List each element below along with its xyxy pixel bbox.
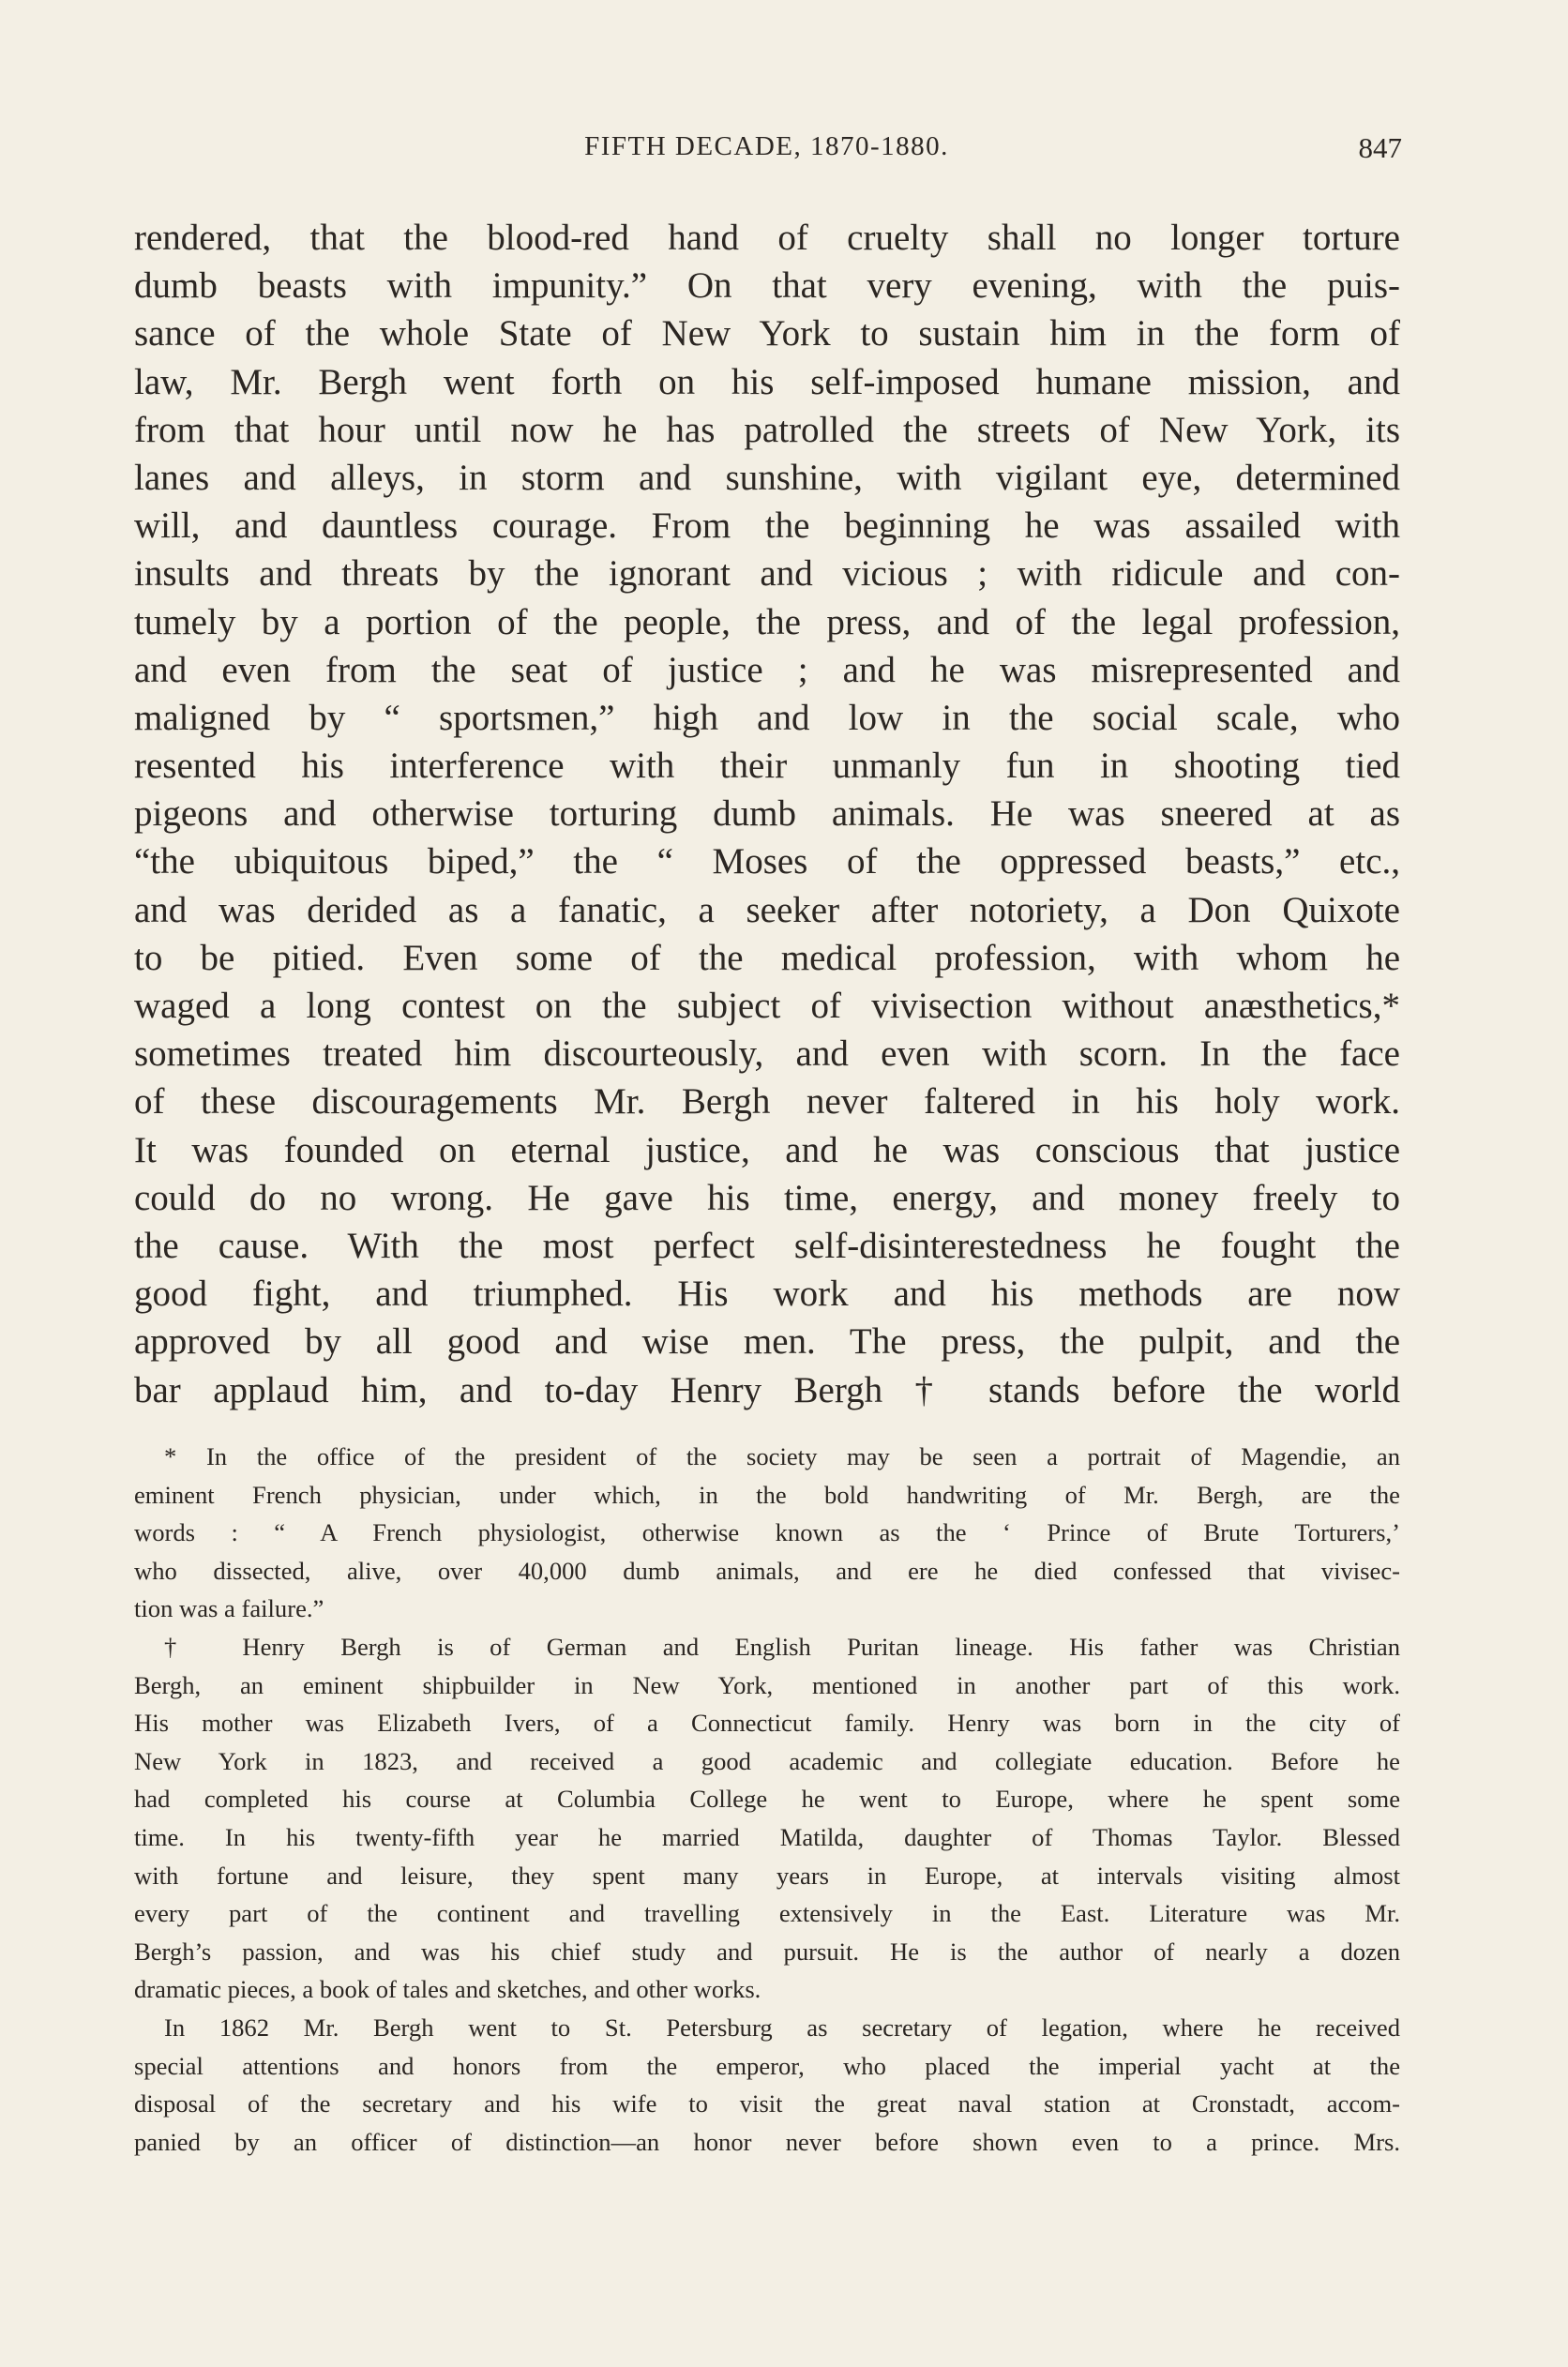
footnote-line: His mother was Elizabeth Ivers, of a Connecticut family. Henry was born in the city of — [134, 1709, 1400, 1738]
body-line: maligned by “ sportsmen,” high and low in the social scale, who — [134, 697, 1400, 738]
running-title: FIFTH DECADE, 1870-1880. — [584, 131, 949, 161]
body-line: lanes and alleys, in storm and sunshine, with vigilant eye, determined — [134, 457, 1400, 498]
page-number: 847 — [1358, 131, 1402, 164]
running-head — [131, 131, 1402, 169]
body-line: could do no wrong. He gave his time, energy, and money freely to — [134, 1177, 1400, 1218]
footnote-line: panied by an officer of distinction—an honor never before shown even to a prince. Mrs. — [134, 2127, 1400, 2156]
footnote-line: * In the office of the president of the society may be seen a portrait of Magendie, an — [164, 1442, 1400, 1470]
body-line: dumb beasts with impunity.” On that very evening, with the puis- — [134, 265, 1400, 307]
footnote-line: New York in 1823, and received a good academic and collegiate education. Before he — [134, 1746, 1400, 1775]
body-line: “the ubiquitous biped,” the “ Moses of the oppressed beasts,” etc., — [134, 841, 1400, 882]
footnote-line: † Henry Bergh is of German and English Puritan lineage. His father was Christian — [164, 1632, 1400, 1661]
body-line: and even from the seat of justice ; and he was misrepresented and — [134, 649, 1400, 690]
footnote-line: who dissected, alive, over 40,000 dumb animals, and ere he died confessed that vivisec- — [134, 1556, 1400, 1585]
footnote-line: disposal of the secretary and his wife to visit the great naval station at Cronstadt, accom- — [134, 2089, 1400, 2118]
body-line: from that hour until now he has patrolled the streets of New York, its — [134, 409, 1400, 450]
footnotes — [134, 1438, 1400, 2161]
footnote-line: words : “ A French physiologist, otherwise known as the ‘ Prince of Brute Torturers,’ — [134, 1518, 1400, 1547]
body-line: approved by all good and wise men. The press, the pulpit, and the — [134, 1321, 1400, 1363]
body-line: of these discouragements Mr. Bergh never faltered in his holy work. — [134, 1081, 1400, 1123]
footnote-line: tion was a failure.” — [134, 1594, 324, 1623]
footnote-line: In 1862 Mr. Bergh went to St. Petersburg as secretary of legation, where he received — [164, 2013, 1400, 2042]
body-line: good fight, and triumphed. His work and his methods are now — [134, 1274, 1400, 1315]
body-line: It was founded on eternal justice, and he was conscious that justice — [134, 1129, 1400, 1170]
body-line: tumely by a portion of the people, the press, and of the legal profession, — [134, 601, 1400, 642]
footnote-line: dramatic pieces, a book of tales and sketches, and other works. — [134, 1975, 761, 2004]
body-line: insults and threats by the ignorant and vicious ; with ridicule and con- — [134, 553, 1400, 595]
footnote-line: eminent French physician, under which, in the bold handwriting of Mr. Bergh, are the — [134, 1480, 1400, 1509]
body-line: sometimes treated him discourteously, and even with scorn. In the face — [134, 1033, 1400, 1075]
footnote-line: with fortune and leisure, they spent many years in Europe, at intervals visiting almost — [134, 1861, 1400, 1890]
body-line: rendered, that the blood-red hand of cruelty shall no longer torture — [134, 218, 1400, 258]
footnote-line: every part of the continent and travelling extensively in the East. Literature was Mr. — [134, 1899, 1400, 1928]
footnote-line: special attentions and honors from the emperor, who placed the imperial yacht at the — [134, 2051, 1400, 2080]
footnote-line: had completed his course at Columbia College he went to Europe, where he spent some — [134, 1785, 1400, 1814]
body-line: law, Mr. Bergh went forth on his self-imposed humane mission, and — [134, 361, 1400, 402]
body-line: to be pitied. Even some of the medical profession, with whom he — [134, 937, 1400, 978]
body-line: bar applaud him, and to-day Henry Bergh † stands before the world — [134, 1369, 1400, 1410]
footnote-line: time. In his twenty-fifth year he married Matilda, daughter of Thomas Taylor. Blessed — [134, 1822, 1400, 1851]
footnote-line: Bergh’s passion, and was his chief study and pursuit. He is the author of nearly a dozen — [134, 1937, 1400, 1966]
footnote-line: Bergh, an eminent shipbuilder in New York, mentioned in another part of this work. — [134, 1670, 1400, 1699]
body-line: resented his interference with their unmanly fun in shooting tied — [134, 746, 1400, 787]
body-line: sance of the whole State of New York to sustain him in the form of — [134, 313, 1400, 354]
body-line: waged a long contest on the subject of vivisection without anæsthetics,* — [134, 986, 1400, 1026]
body-line: will, and dauntless courage. From the beginning he was assailed with — [134, 505, 1400, 547]
body-text — [134, 214, 1400, 1414]
body-line: and was derided as a fanatic, a seeker after notoriety, a Don Quixote — [134, 889, 1400, 930]
body-line: the cause. With the most perfect self-disinterestedness he fought the — [134, 1225, 1400, 1266]
body-line: pigeons and otherwise torturing dumb animals. He was sneered at as — [134, 793, 1400, 835]
